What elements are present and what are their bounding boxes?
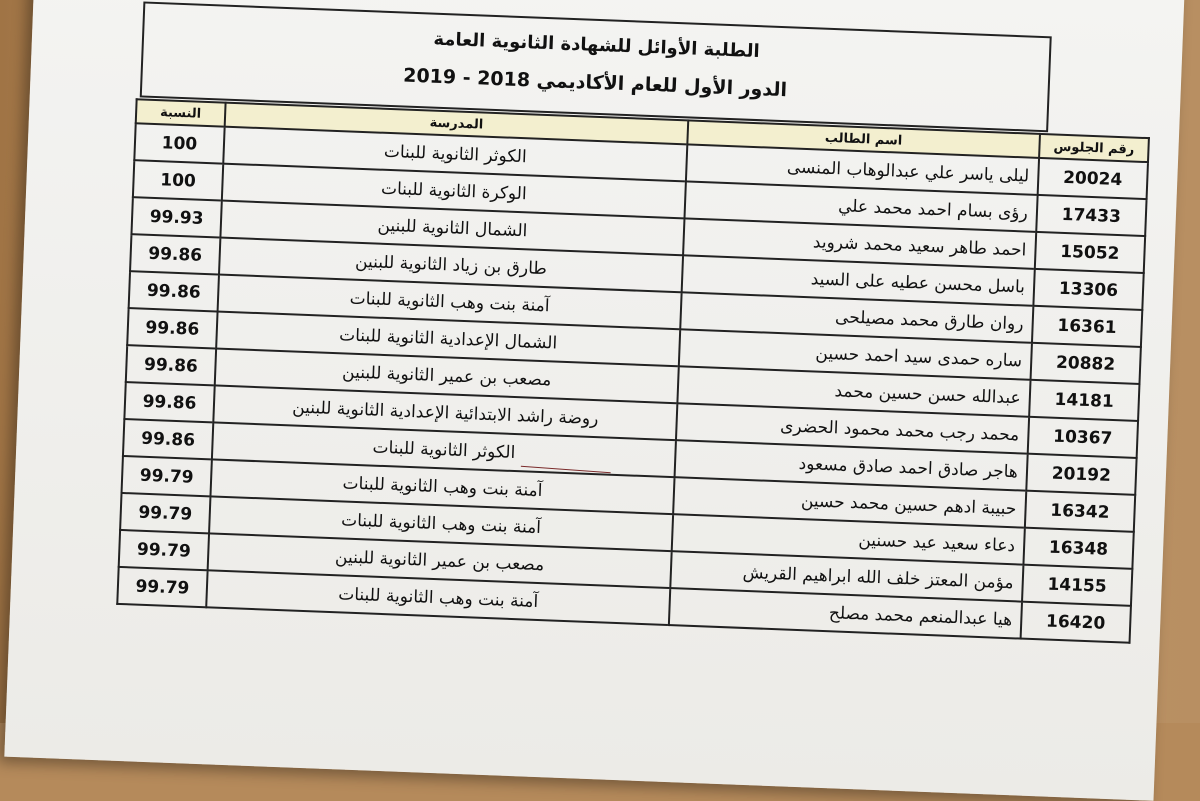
student-name-cell: رؤى بسام احمد محمد علي <box>685 181 1038 231</box>
percentage-cell: 99.79 <box>120 493 210 533</box>
document-title: الطلبة الأوائل للشهادة الثانوية العامة <box>433 28 761 63</box>
header-percentage: النسبة <box>136 99 226 126</box>
percentage-cell: 99.79 <box>119 530 209 570</box>
percentage-cell: 99.86 <box>130 234 220 274</box>
school-cell: الشمال الثانوية للبنين <box>220 201 684 256</box>
percentage-cell: 99.79 <box>117 567 207 607</box>
seat-number-cell: 17433 <box>1036 195 1147 236</box>
percentage-cell: 99.86 <box>127 308 217 348</box>
document-subtitle: الدور الأول للعام الأكاديمي 2018 - 2019 <box>402 64 788 102</box>
seat-number-cell: 14181 <box>1029 380 1140 421</box>
student-name-cell: محمد رجب محمد محمود الحضرى <box>676 403 1029 453</box>
percentage-cell: 99.86 <box>126 345 216 385</box>
school-cell: روضة راشد الابتدائية الإعدادية الثانوية للبنين <box>213 385 677 440</box>
printed-paper <box>4 0 1185 801</box>
school-cell: مصعب بن عمير الثانوية للبنين <box>215 348 679 403</box>
school-cell: الوكرة الثانوية للبنات <box>222 164 686 219</box>
percentage-cell: 99.86 <box>123 419 213 459</box>
school-cell: مصعب بن عمير الثانوية للبنين <box>208 533 672 588</box>
results-table <box>116 98 1150 644</box>
seat-number-cell: 16342 <box>1025 491 1136 532</box>
header-student-name: اسم الطالب <box>687 120 1039 157</box>
header-seat-number: رقم الجلوس <box>1039 134 1149 162</box>
seat-number-cell: 16361 <box>1032 306 1143 347</box>
student-name-cell: باسل محسن عطيه على السيد <box>682 255 1035 305</box>
student-name-cell: مؤمن المعتز خلف الله ابراهيم القريش <box>670 551 1023 601</box>
school-cell: آمنة بنت وهب الثانوية للبنات <box>209 496 673 551</box>
seat-number-cell: 15052 <box>1035 232 1146 273</box>
seat-number-cell: 16348 <box>1023 528 1134 569</box>
seat-number-cell: 20192 <box>1026 454 1137 495</box>
seat-number-cell: 20882 <box>1030 343 1141 384</box>
seat-number-cell: 16420 <box>1020 602 1131 643</box>
percentage-cell: 99.93 <box>131 197 221 237</box>
school-cell: الشمال الإعدادية الثانوية للبنات <box>216 312 680 367</box>
school-cell: الكوثر الثانوية للبنات <box>212 422 676 477</box>
seat-number-cell: 10367 <box>1028 417 1139 458</box>
student-name-cell: روان طارق محمد مصيلحى <box>680 292 1033 342</box>
school-cell: آمنة بنت وهب الثانوية للبنات <box>218 275 682 330</box>
student-name-cell: عبدالله حسن حسين محمد <box>677 366 1030 416</box>
percentage-cell: 99.86 <box>129 271 219 311</box>
student-name-cell: احمد طاهر سعيد محمد شرويد <box>683 218 1036 268</box>
percentage-cell: 99.86 <box>124 382 214 422</box>
seat-number-cell: 20024 <box>1037 158 1148 199</box>
student-name-cell: حبيبة ادهم حسين محمد حسين <box>673 477 1026 527</box>
percentage-cell: 100 <box>134 123 224 163</box>
seat-number-cell: 14155 <box>1022 565 1133 606</box>
student-name-cell: ليلى ياسر علي عبدالوهاب المنسى <box>686 144 1039 194</box>
student-name-cell: هاجر صادق احمد صادق مسعود <box>675 440 1028 490</box>
table-body <box>117 123 1148 643</box>
student-name-cell: ساره حمدى سيد احمد حسين <box>679 329 1032 379</box>
percentage-cell: 100 <box>133 160 223 200</box>
student-name-cell: دعاء سعيد عيد حسنين <box>672 514 1025 564</box>
student-name-cell: هيا عبدالمنعم محمد مصلح <box>669 588 1022 638</box>
seat-number-cell: 13306 <box>1033 269 1144 310</box>
school-cell: آمنة بنت وهب الثانوية للبنات <box>206 570 670 625</box>
school-cell: طارق بن زياد الثانوية للبنين <box>219 238 683 293</box>
percentage-cell: 99.79 <box>122 456 212 496</box>
school-cell: آمنة بنت وهب الثانوية للبنات <box>210 459 674 514</box>
header-school: المدرسة <box>225 103 689 145</box>
school-cell: الكوثر الثانوية للبنات <box>223 127 687 182</box>
